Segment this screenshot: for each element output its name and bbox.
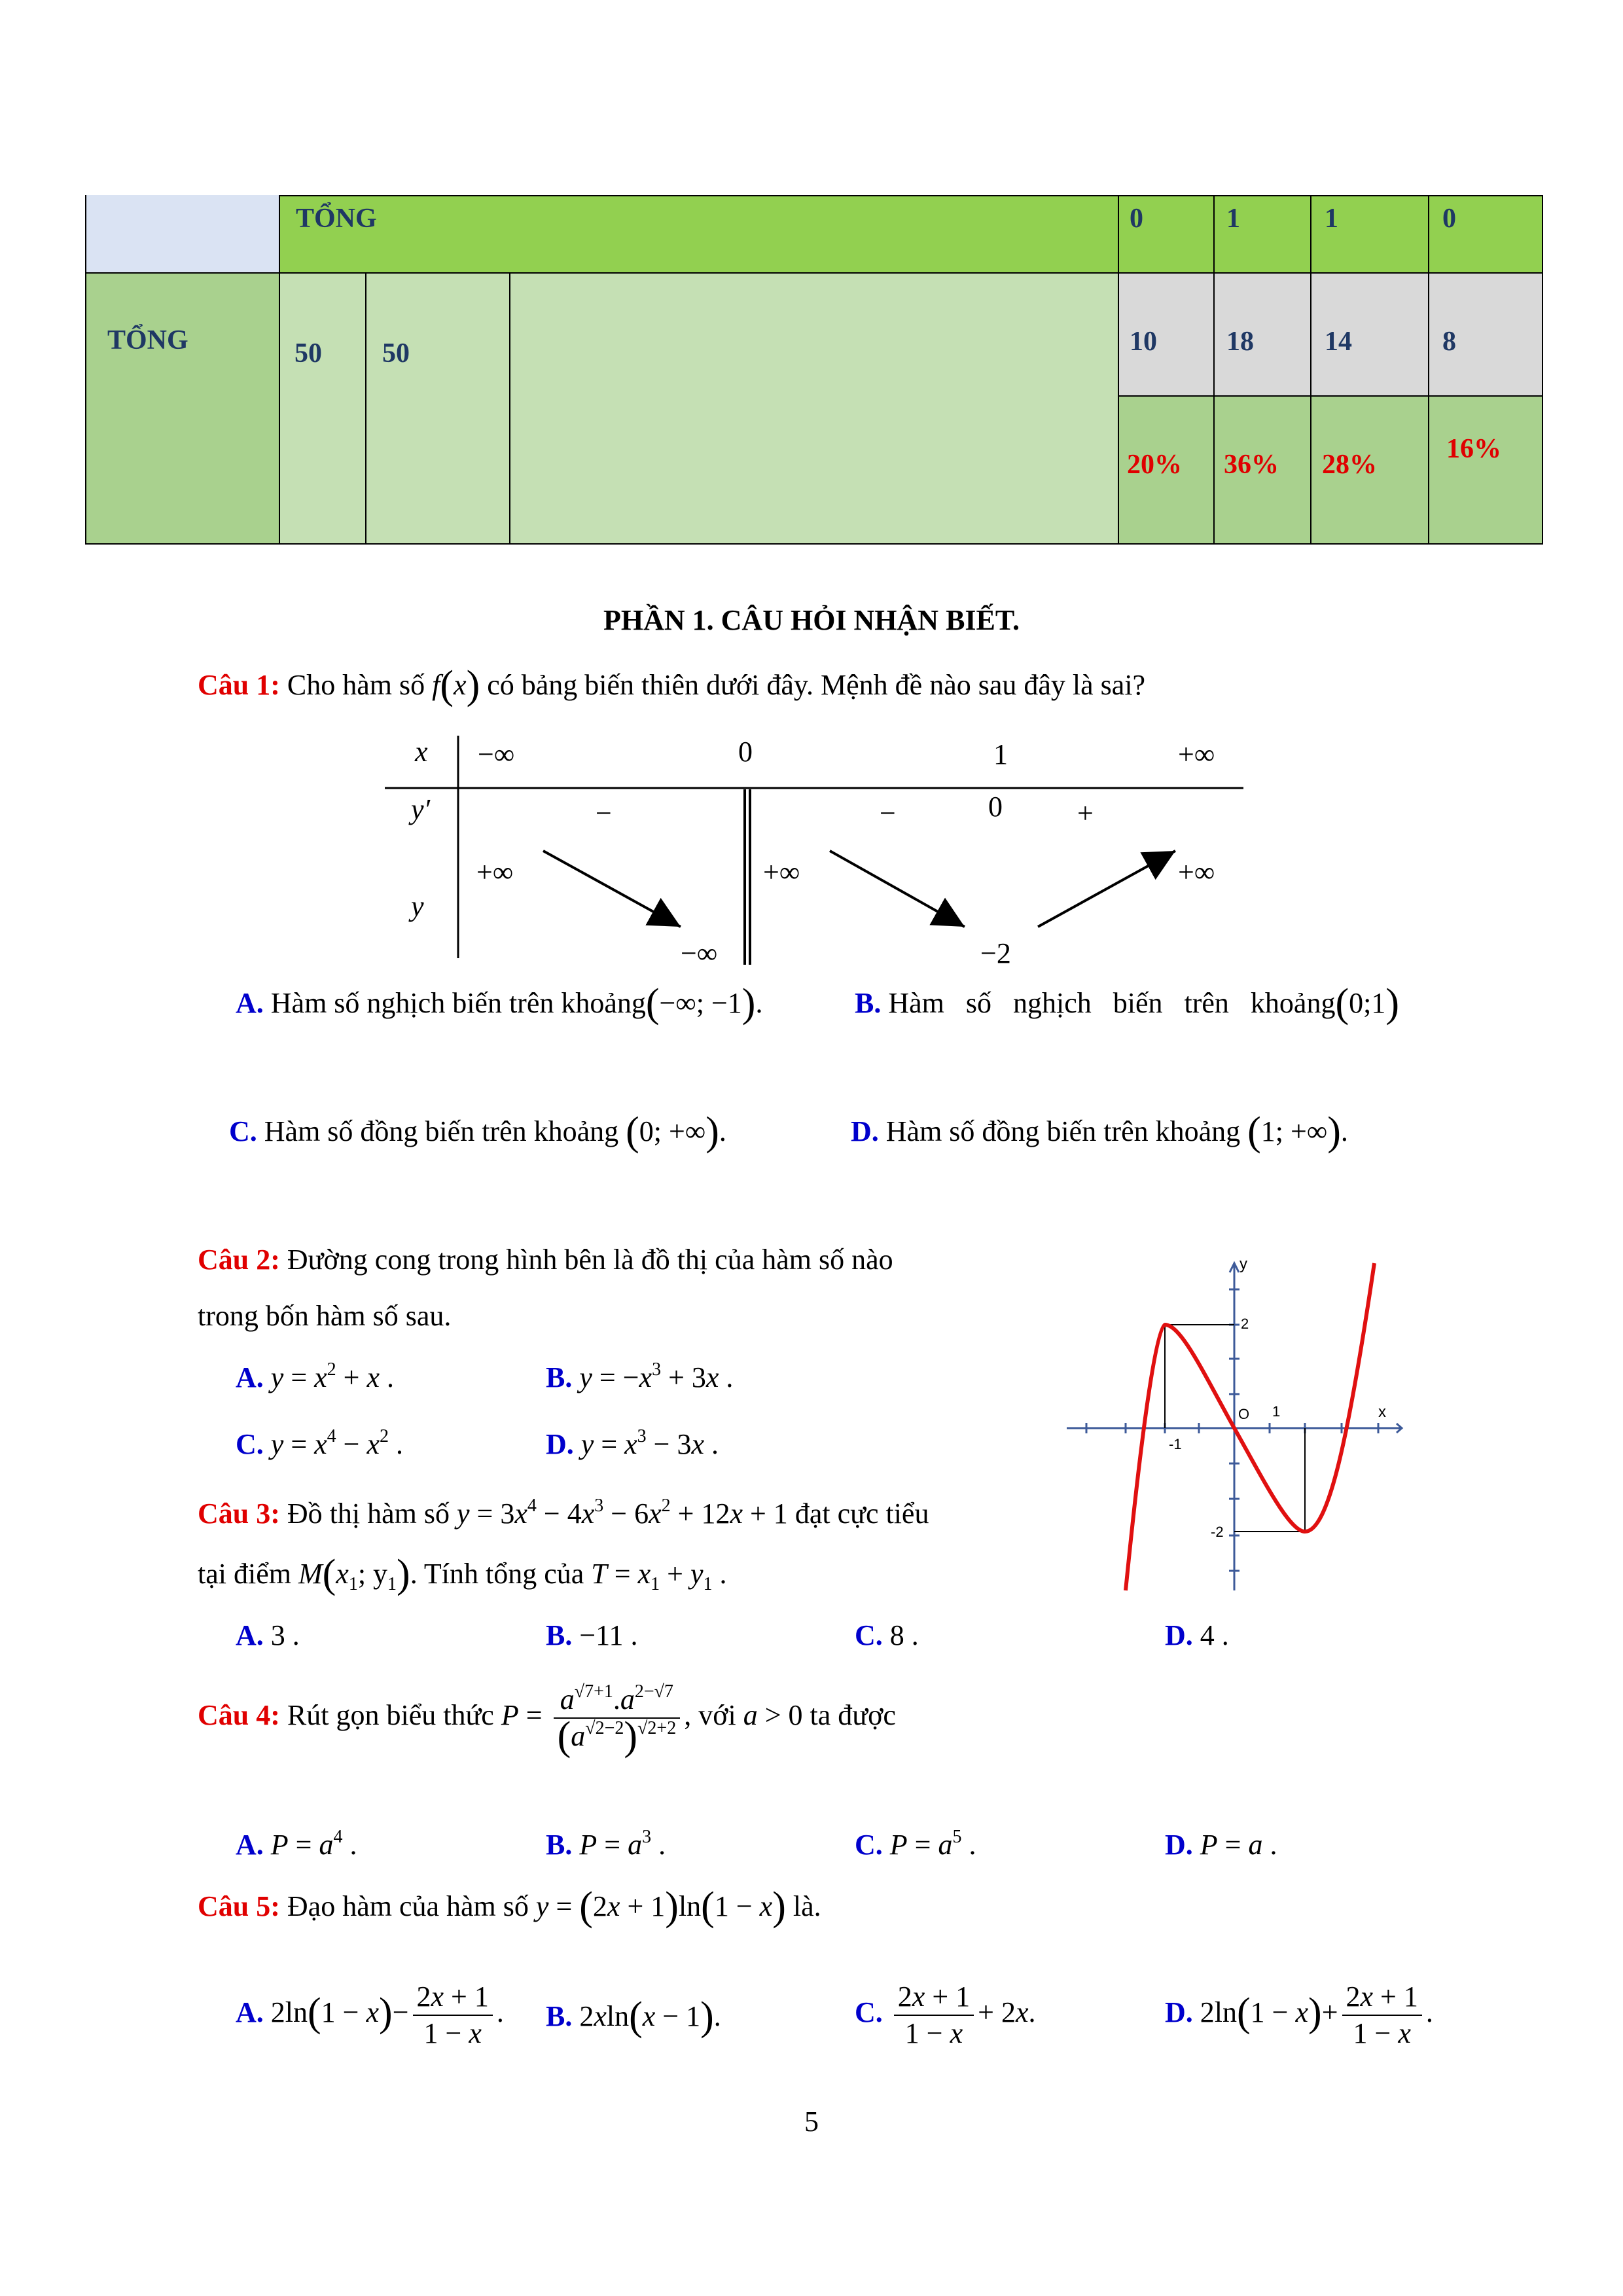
vt-y-label: y <box>411 890 424 922</box>
vt-yp-sign: 0 <box>988 791 1003 823</box>
q5-option-c: C. $\frac{2x + 1}{1 - x}$ + 2x. <box>855 1981 1036 2049</box>
option-label: B. <box>546 2000 573 2032</box>
option-text: Hàm số nghịch biến trên khoảng <box>888 987 1336 1019</box>
option-label: B. <box>546 1361 573 1393</box>
option-label: D. <box>1165 1829 1193 1861</box>
vt-y-val: −2 <box>980 937 1011 969</box>
vt-x-val: 0 <box>738 736 753 768</box>
table-cell <box>1428 395 1543 545</box>
q5-label: Câu 5: <box>198 1890 280 1922</box>
vt-yp-sign: − <box>880 797 896 829</box>
row1-value: 0 <box>1130 204 1143 234</box>
q2-graph-svg <box>1047 1244 1414 1610</box>
table-cell <box>85 195 280 274</box>
vt-x-val: 1 <box>993 738 1008 770</box>
graph-tick-label: -2 <box>1211 1524 1224 1540</box>
q4-option-a: A. $P = a^4$ . <box>236 1827 357 1861</box>
q1-stem <box>198 663 1146 708</box>
q4-option-b: B. $P = a^3$ . <box>546 1827 666 1861</box>
option-label: C. <box>229 1115 257 1147</box>
q2-graph <box>1047 1244 1414 1610</box>
table-cell <box>279 272 366 545</box>
q2-stem-line1 <box>198 1241 893 1279</box>
option-label: C. <box>236 1428 264 1460</box>
q3-option-d: D. 4 . <box>1165 1619 1229 1651</box>
q4-text-b: , với <box>684 1699 736 1732</box>
q5-option-d: D. 2ln(1 − x)+ $\frac{2x + 1}{1 - x}$ . <box>1165 1981 1433 2049</box>
vt-yp-label: y′ <box>411 793 431 825</box>
row2-value: 14 <box>1325 327 1352 357</box>
option-value: 4 <box>1200 1619 1215 1651</box>
option-interval: 0;1 <box>1349 987 1386 1019</box>
q1-option-a: A. Hàm số nghịch biến trên khoảng(−∞; −1). <box>236 981 763 1026</box>
row2-col1: 50 <box>294 338 322 368</box>
option-text: Hàm số nghịch biến trên khoảng <box>270 987 646 1019</box>
row2-percent: 36% <box>1224 450 1279 480</box>
q3-option-b: B. −11 . <box>546 1619 638 1651</box>
option-label: D. <box>1165 1619 1193 1651</box>
graph-x-axis-label: x <box>1378 1403 1386 1421</box>
option-label: B. <box>546 1829 573 1861</box>
option-label: B. <box>855 987 882 1019</box>
row1-label: TỔNG <box>296 204 377 234</box>
row1-value: 1 <box>1325 204 1338 234</box>
q5-option-a: A. 2ln(1 − x)− $\frac{2x + 1}{1 - x}$ . <box>236 1981 504 2049</box>
section-title: PHẦN 1. CÂU HỎI NHẬN BIẾT. <box>603 604 1020 636</box>
row2-value: 10 <box>1130 327 1157 357</box>
q5-option-b: B. 2xln(x − 1). <box>546 1994 721 2039</box>
option-label: A. <box>236 1829 264 1861</box>
option-label: A. <box>236 1996 264 2029</box>
row2-value: 8 <box>1442 327 1456 357</box>
row2-value: 18 <box>1226 327 1254 357</box>
row1-value: 0 <box>1442 204 1456 234</box>
option-label: A. <box>236 1619 264 1651</box>
q1-text-b: có bảng biến thiên dưới đây. Mệnh đề nào sau đây là sai? <box>487 669 1146 701</box>
q5-text-a: Đạo hàm của hàm số <box>287 1890 529 1922</box>
option-label: D. <box>546 1428 574 1460</box>
table-cell <box>85 272 280 545</box>
q3-text-d: . Tính tổng của <box>410 1558 584 1590</box>
q2-line1: Đường cong trong hình bên là đồ thị của hàm số nào <box>287 1244 893 1276</box>
vt-y-val: −∞ <box>681 937 718 969</box>
q3-label: Câu 3: <box>198 1498 280 1530</box>
row2-percent: 28% <box>1322 450 1377 480</box>
option-label: A. <box>236 1361 264 1393</box>
q5-stem: Câu 5: Đạo hàm của hàm số y = (2x + 1)ln(1 − x) là. <box>198 1884 821 1929</box>
q4-text-c: ta được <box>810 1699 896 1732</box>
q5-text-b: là. <box>793 1890 821 1922</box>
q3-text-a: Đồ thị hàm số <box>287 1498 450 1530</box>
q2-option-c: C. $y = x^4 - x^2$ . <box>236 1426 404 1460</box>
row2-percent: 16% <box>1446 434 1501 464</box>
option-label: C. <box>855 1829 883 1861</box>
q3-text-c: tại điểm <box>198 1558 291 1590</box>
row2-col2: 50 <box>382 338 410 368</box>
graph-tick-label: 1 <box>1272 1403 1281 1420</box>
table-cell <box>509 272 1119 545</box>
option-text: Hàm số đồng biến trên khoảng <box>264 1115 619 1147</box>
q1-option-d: D. Hàm số đồng biến trên khoảng (1; +∞). <box>851 1109 1348 1154</box>
q4-stem: Câu 4: Rút gọn biểu thức P = $\frac{a^{√7+1}.a^{2-√7}}{(a^{√2-2})^{√2+2}}$ , với a > 0 ta được <box>198 1681 896 1759</box>
vt-yp-sign: − <box>596 797 612 829</box>
q1-option-b: B. Hàm số nghịch biến trên khoảng(0;1) <box>855 981 1400 1026</box>
q1-label: Câu 1: <box>198 669 280 701</box>
q1-text-a: Cho hàm số <box>287 669 425 701</box>
q3-stem-line2: tại điểm $M(x_1$; $y_1$). Tính tổng của $T = x_1 + y_1$ . <box>198 1552 727 1596</box>
q2-option-d: D. $y = x^3 - 3x$ . <box>546 1426 719 1460</box>
graph-y-axis-label: y <box>1240 1255 1247 1273</box>
graph-tick-label: 2 <box>1241 1316 1249 1332</box>
option-label: C. <box>855 1996 883 2029</box>
option-value: 3 <box>270 1619 285 1651</box>
page-number: 5 <box>804 2106 819 2138</box>
q2-stem-line2: trong bốn hàm số sau. <box>198 1300 452 1332</box>
vt-x-val: +∞ <box>1178 738 1215 770</box>
q4-fraction: $\frac{a^{√7+1}.a^{2-√7}}{(a^{√2-2})^{√2+2}}$ <box>554 1682 681 1754</box>
q3-option-c: C. 8 . <box>855 1619 919 1651</box>
vt-x-label: x <box>415 736 428 768</box>
option-value: −11 <box>579 1619 624 1651</box>
q2-option-b: B. $y = -x^3 + 3x$ . <box>546 1359 734 1393</box>
q3-option-a: A. 3 . <box>236 1619 300 1651</box>
q4-option-d: D. P = a . <box>1165 1829 1277 1861</box>
q3-text-b: đạt cực tiểu <box>794 1498 929 1530</box>
option-label: B. <box>546 1619 573 1651</box>
q4-label: Câu 4: <box>198 1699 280 1732</box>
option-text: Hàm số đồng biến trên khoảng <box>885 1115 1241 1147</box>
q2-label: Câu 2: <box>198 1244 280 1276</box>
row2-percent: 20% <box>1127 450 1182 480</box>
graph-tick-label: -1 <box>1169 1436 1182 1452</box>
vt-x-val: −∞ <box>478 738 515 770</box>
option-value: 8 <box>889 1619 904 1651</box>
graph-origin-label: O <box>1238 1406 1250 1422</box>
q4-option-c: C. $P = a^5$ . <box>855 1827 976 1861</box>
q1-function: f(x) <box>432 663 480 708</box>
q2-option-a: A. $y = x^2 + x$ . <box>236 1359 395 1393</box>
q1-option-c: C. Hàm số đồng biến trên khoảng (0; +∞). <box>229 1109 726 1154</box>
option-label: D. <box>851 1115 879 1147</box>
option-label: C. <box>855 1619 883 1651</box>
row2-label: TỔNG <box>107 325 188 355</box>
vt-y-val: +∞ <box>1178 856 1215 888</box>
vt-y-val: +∞ <box>476 856 514 888</box>
vt-yp-sign: + <box>1077 797 1094 829</box>
option-interval: 0; +∞ <box>639 1115 706 1147</box>
vt-y-val: +∞ <box>763 856 800 888</box>
option-interval: −∞; −1 <box>659 987 742 1019</box>
q3-stem-line1: Câu 3: Đồ thị hàm số $y = 3x^4 - 4x^3 - 6x^2 + 12x + 1$ đạt cực tiểu <box>198 1496 929 1530</box>
option-label: D. <box>1165 1996 1193 2029</box>
table-cell <box>279 195 1119 274</box>
option-label: A. <box>236 987 264 1019</box>
row1-value: 1 <box>1226 204 1240 234</box>
q4-text-a: Rút gọn biểu thức <box>287 1699 494 1732</box>
table-cell <box>365 272 510 545</box>
option-interval: 1; +∞ <box>1260 1115 1328 1147</box>
